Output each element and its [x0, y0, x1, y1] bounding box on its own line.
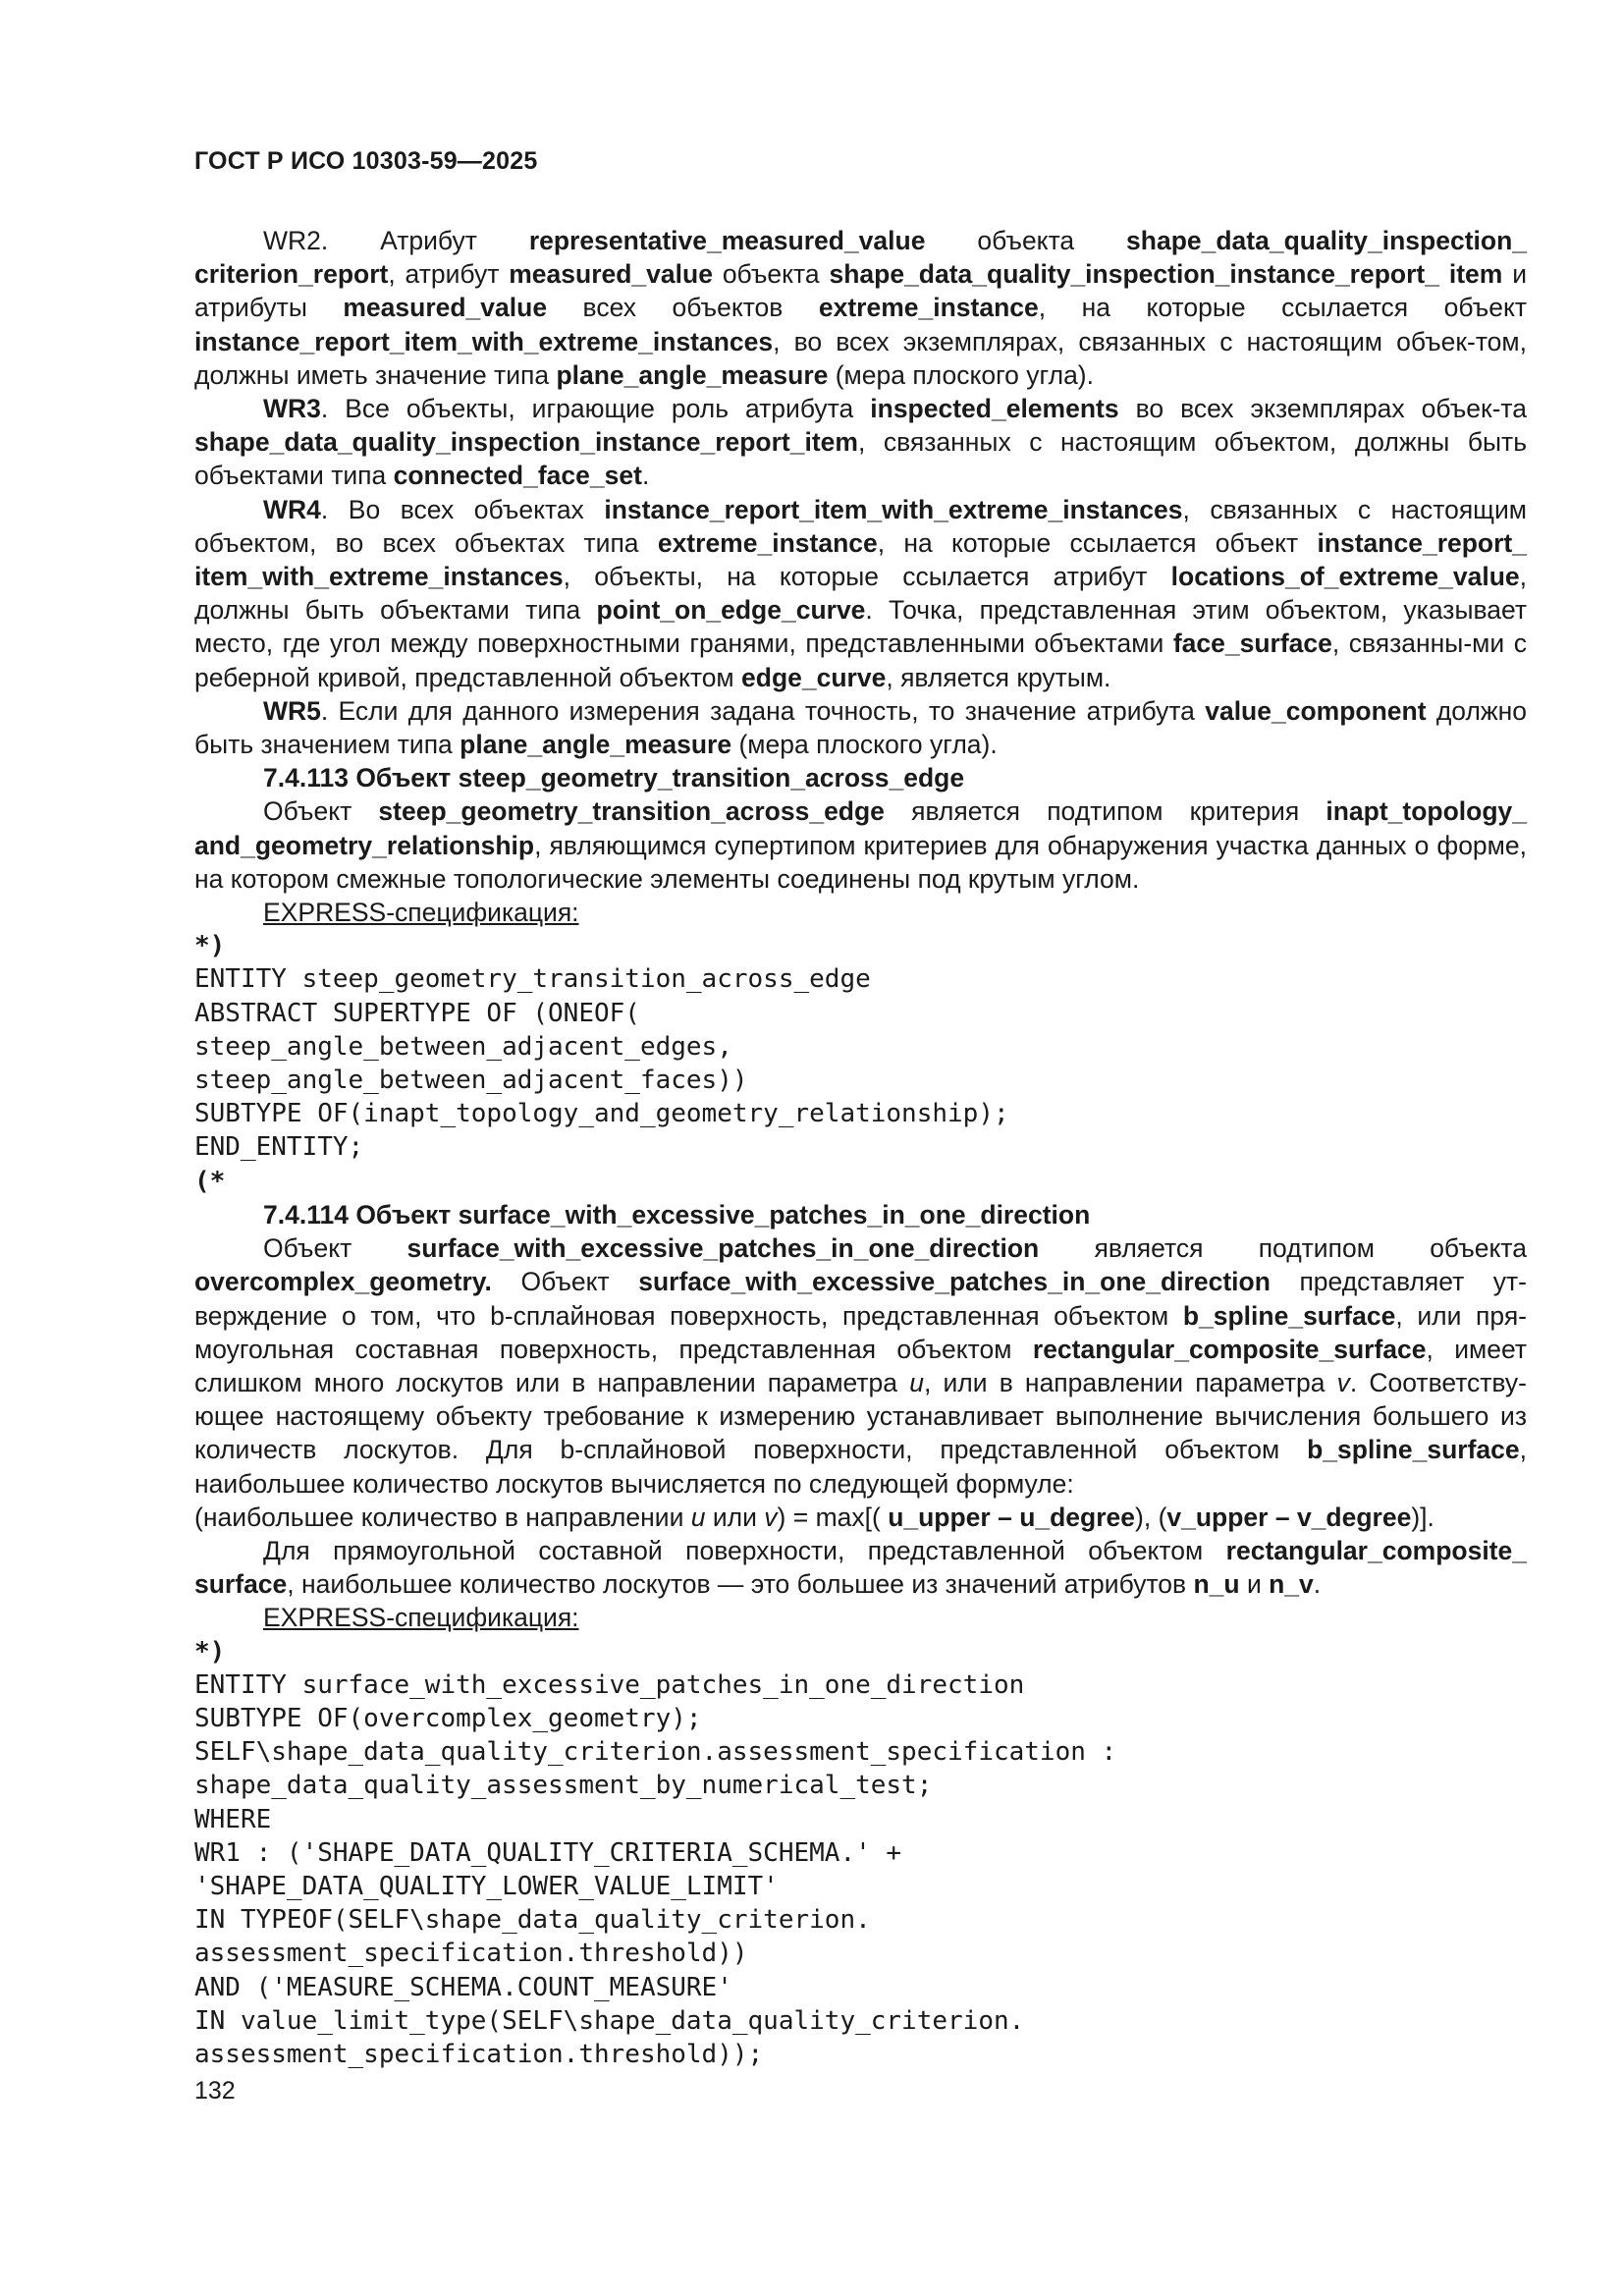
code-line: IN value_limit_type(SELF\shape_data_quality_criterion.	[194, 2005, 1025, 2036]
formula-line: (наибольшее количество в направлении u или v) = max[( u_upper – u_degree), (v_upper – v_degree)].	[194, 1502, 1434, 1532]
code-line: AND ('MEASURE_SCHEMA.COUNT_MEASURE'	[194, 1972, 732, 2002]
code-line: steep_angle_between_adjacent_edges,	[194, 1031, 732, 1062]
code-line: IN TYPEOF(SELF\shape_data_quality_criterion.	[194, 1905, 871, 1936]
section-113-text: Объект steep_geometry_transition_across_edge является подтипом критерия inapt_topology_ and_geometry_relationship, являющимся супертипом критериев для обнаружения участка данных о форме, на котором смежные топологические элементы соединены под крутым углом.	[194, 796, 1527, 894]
code-line: 'SHAPE_DATA_QUALITY_LOWER_VALUE_LIMIT'	[194, 1871, 779, 1901]
page-content	[194, 224, 1527, 2071]
code-line: SUBTYPE OF(inapt_topology_and_geometry_relationship);	[194, 1099, 1009, 1129]
code-open: *)	[194, 931, 226, 961]
page-header: ГОСТ Р ИСО 10303-59—2025	[194, 147, 538, 175]
code-line: WHERE	[194, 1804, 272, 1834]
code-line: assessment_specification.threshold));	[194, 2039, 764, 2069]
express-label: EXPRESS-спецификация:	[263, 1603, 579, 1633]
code-close: (*	[194, 1166, 226, 1196]
rule-wr2: WR2. Атрибут representative_measured_value объекта shape_data_quality_inspection_ criterion_report, атрибут measured_value объекта shape_data_quality_inspection_instance_report_ item и атрибуты measured_value всех объектов extreme_instance, на которые ссылается объект instance_report_item_with_extreme_instances, во всех экземплярах, связанных с настоящим объек-том, должны иметь значение типа plane_angle_measure (мера плоского угла).	[194, 226, 1527, 390]
code-line: shape_data_quality_assessment_by_numerical_test;	[194, 1771, 933, 1801]
code-line: ENTITY surface_with_excessive_patches_in_one_direction	[194, 1669, 1025, 1700]
code-line: SELF\shape_data_quality_criterion.assessment_specification :	[194, 1737, 1117, 1768]
rectangular-surface-text: Для прямоугольной составной поверхности, представленной объектом rectangular_composite_ surface, наибольшее количество лоскутов — это большее из значений атрибутов n_u и n_v.	[194, 1535, 1527, 1600]
code-block-surface-patches	[194, 1668, 1527, 2071]
code-line: steep_angle_between_adjacent_faces))	[194, 1066, 748, 1096]
code-line: SUBTYPE OF(overcomplex_geometry);	[194, 1703, 702, 1733]
code-line: WR1 : ('SHAPE_DATA_QUALITY_CRITERIA_SCHEMA.' +	[194, 1837, 902, 1868]
rule-wr4: WR4. Во всех объектах instance_report_item_with_extreme_instances, связанных с настоящим объектом, во всех объектах типа extreme_instance, на которые ссылается объект instance_report_ item_with_extreme_instances, объекты, на которые ссылается атрибут locations_of_extreme_value, должны быть объектами типа point_on_edge_curve. Точка, представленная этим объектом, указывает место, где угол между поверхностными гранями, представленными объектами face_surface, связанны-ми с реберной кривой, представленной объектом edge_curve, является крутым.	[194, 494, 1528, 692]
rule-wr5: WR5. Если для данного измерения задана точность, то значение атрибута value_component должно быть значением типа plane_angle_measure (мера плоского угла).	[194, 695, 1528, 760]
code-line: ABSTRACT SUPERTYPE OF (ONEOF(	[194, 998, 640, 1028]
rule-wr3: WR3. Все объекты, играющие роль атрибута inspected_elements во всех экземплярах объек-та shape_data_quality_inspection_instance_report_item, связанных с настоящим объектом, должны быть объектами типа connected_face_set.	[194, 394, 1527, 491]
section-heading-113: 7.4.113 Объект steep_geometry_transition_across_edge	[263, 763, 965, 793]
code-line: ENTITY steep_geometry_transition_across_edge	[194, 964, 871, 995]
code-line: END_ENTITY;	[194, 1132, 364, 1163]
page-number: 132	[194, 2077, 236, 2105]
code-line: assessment_specification.threshold))	[194, 1939, 748, 1969]
section-114-text: Объект surface_with_excessive_patches_in_one_direction является подтипом объекта overcomplex_geometry. Объект surface_with_excessive_patches_in_one_direction представляет ут-верждение о том, что b-сплайновая поверхность, представленная объектом b_spline_surface, или пря-моугольная составная поверхность, представленная объектом rectangular_composite_surface, имеет слишком много лоскутов или в направлении параметра u, или в направлении параметра v. Соответству-ющее настоящему объекту требование к измерению устанавливает выполнение вычисления большего из количеств лоскутов. Для b-сплайновой поверхности, представленной объектом b_spline_surface, наибольшее количество лоскутов вычисляется по следующей формуле:	[194, 1233, 1528, 1499]
section-heading-114: 7.4.114 Объект surface_with_excessive_patches_in_one_direction	[263, 1199, 1091, 1230]
code-open: *)	[194, 1636, 226, 1667]
express-label: EXPRESS-спецификация:	[263, 898, 579, 928]
code-block-steep-geometry	[194, 962, 1527, 1164]
